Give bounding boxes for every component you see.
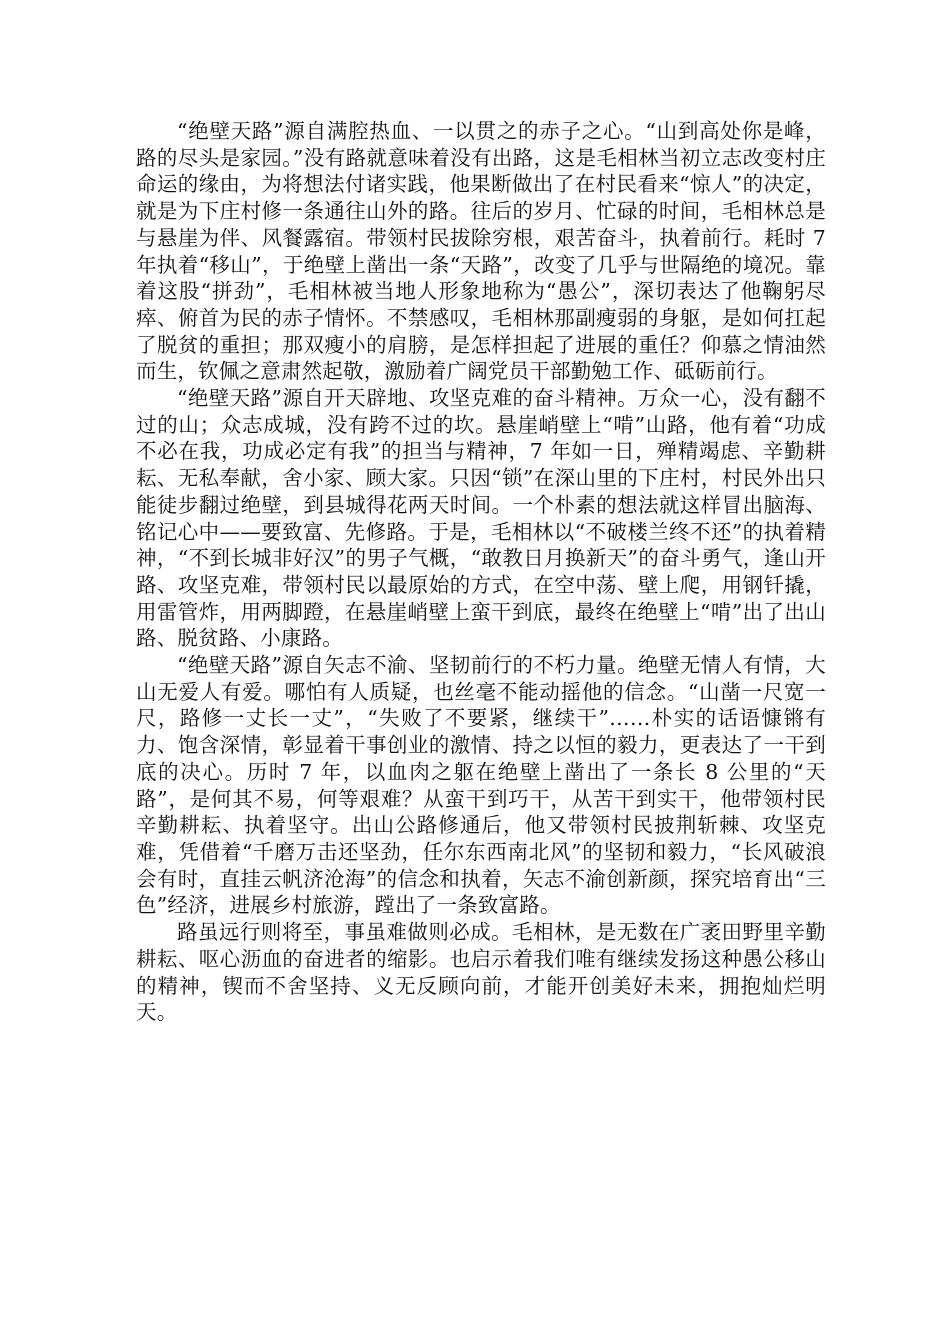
paragraph-1: “绝壁天路”源自满腔热血、一以贯之的赤子之心。“山到高处你是峰，路的尽头是家园。”没有路就意味着没有出路，这是毛相林当初立志改变村庄命运的缘由，为将想法付诸实践，他果断做出了在村民看来“惊人”的决定，就是为下庄村修一条通往山外的路。往后的岁月、忙碌的时间，毛相林总是与悬崖为伴、风餐露宿。带领村民拔除穷根，艰苦奋斗，执着前行。耗时 7 年执着“移山”，于绝壁上凿出一条“天路”，改变了几乎与世隔绝的境况。靠着这股“拼劲”，毛相林被当地人形象地称为“愚公”，深切表达了他鞠躬尽瘁、俯首为民的赤子情怀。不禁感叹，毛相林那副瘦弱的身躯，是如何扛起了脱贫的重担；那双瘦小的肩膀，是怎样担起了进展的重任？仰慕之情油然而生，钦佩之意肃然起敬，激励着广阔党员干部勤勉工作、砥砺前行。 — [136, 119, 826, 384]
paragraph-3: “绝壁天路”源自矢志不渝、坚韧前行的不朽力量。绝壁无情人有情，大山无爱人有爱。哪怕有人质疑，也丝毫不能动摇他的信念。“山凿一尺宽一尺，路修一丈长一丈”，“失败了不要紧，继续干”……朴实的话语慷锵有力、饱含深情，彰显着干事创业的激情、持之以恒的毅力，更表达了一干到底的决心。历时 7 年，以血肉之躯在绝壁上凿出了一条长 8 公里的“天路”，是何其不易，何等艰难？从蛮干到巧干，从苦干到实干，他带领村民辛勤耕耘、执着坚守。出山公路修通后，他又带领村民披荆斩棘、攻坚克难，凭借着“千磨万击还坚劲，任尔东西南北风”的坚韧和毅力，“长风破浪会有时，直挂云帆济沧海”的信念和执着，矢志不渝创新颜，探究培育出“三色”经济，进展乡村旅游，蹚出了一条致富路。 — [136, 653, 826, 918]
article-body — [136, 118, 826, 1026]
paragraph-4: 路虽远行则将至，事虽难做则必成。毛相林，是无数在广袤田野里辛勤耕耘、呕心沥血的奋进者的缩影。也启示着我们唯有继续发扬这种愚公移山的精神，锲而不舍坚持、义无反顾向前，才能开创美好未来，拥抱灿烂明天。 — [136, 920, 826, 1025]
paragraph-2: “绝壁天路”源自开天辟地、攻坚克难的奋斗精神。万众一心，没有翻不过的山；众志成城，没有跨不过的坎。悬崖峭壁上“啃”山路，他有着“功成不必在我，功成必定有我”的担当与精神，7 年如一日，殚精竭虑、辛勤耕耘、无私奉献，舍小家、顾大家。只因“锁”在深山里的下庄村，村民外出只能徒步翻过绝壁，到县城得花两天时间。一个朴素的想法就这样冒出脑海、铭记心中——要致富、先修路。于是，毛相林以“不破楼兰终不还”的执着精神，“不到长城非好汉”的男子气概，“敢教日月换新天”的奋斗勇气，逢山开路、攻坚克难，带领村民以最原始的方式，在空中荡、壁上爬，用钢钎撬，用雷管炸，用两脚蹬，在悬崖峭壁上蛮干到底，最终在绝壁上“啃”出了出山路、脱贫路、小康路。 — [136, 386, 826, 651]
